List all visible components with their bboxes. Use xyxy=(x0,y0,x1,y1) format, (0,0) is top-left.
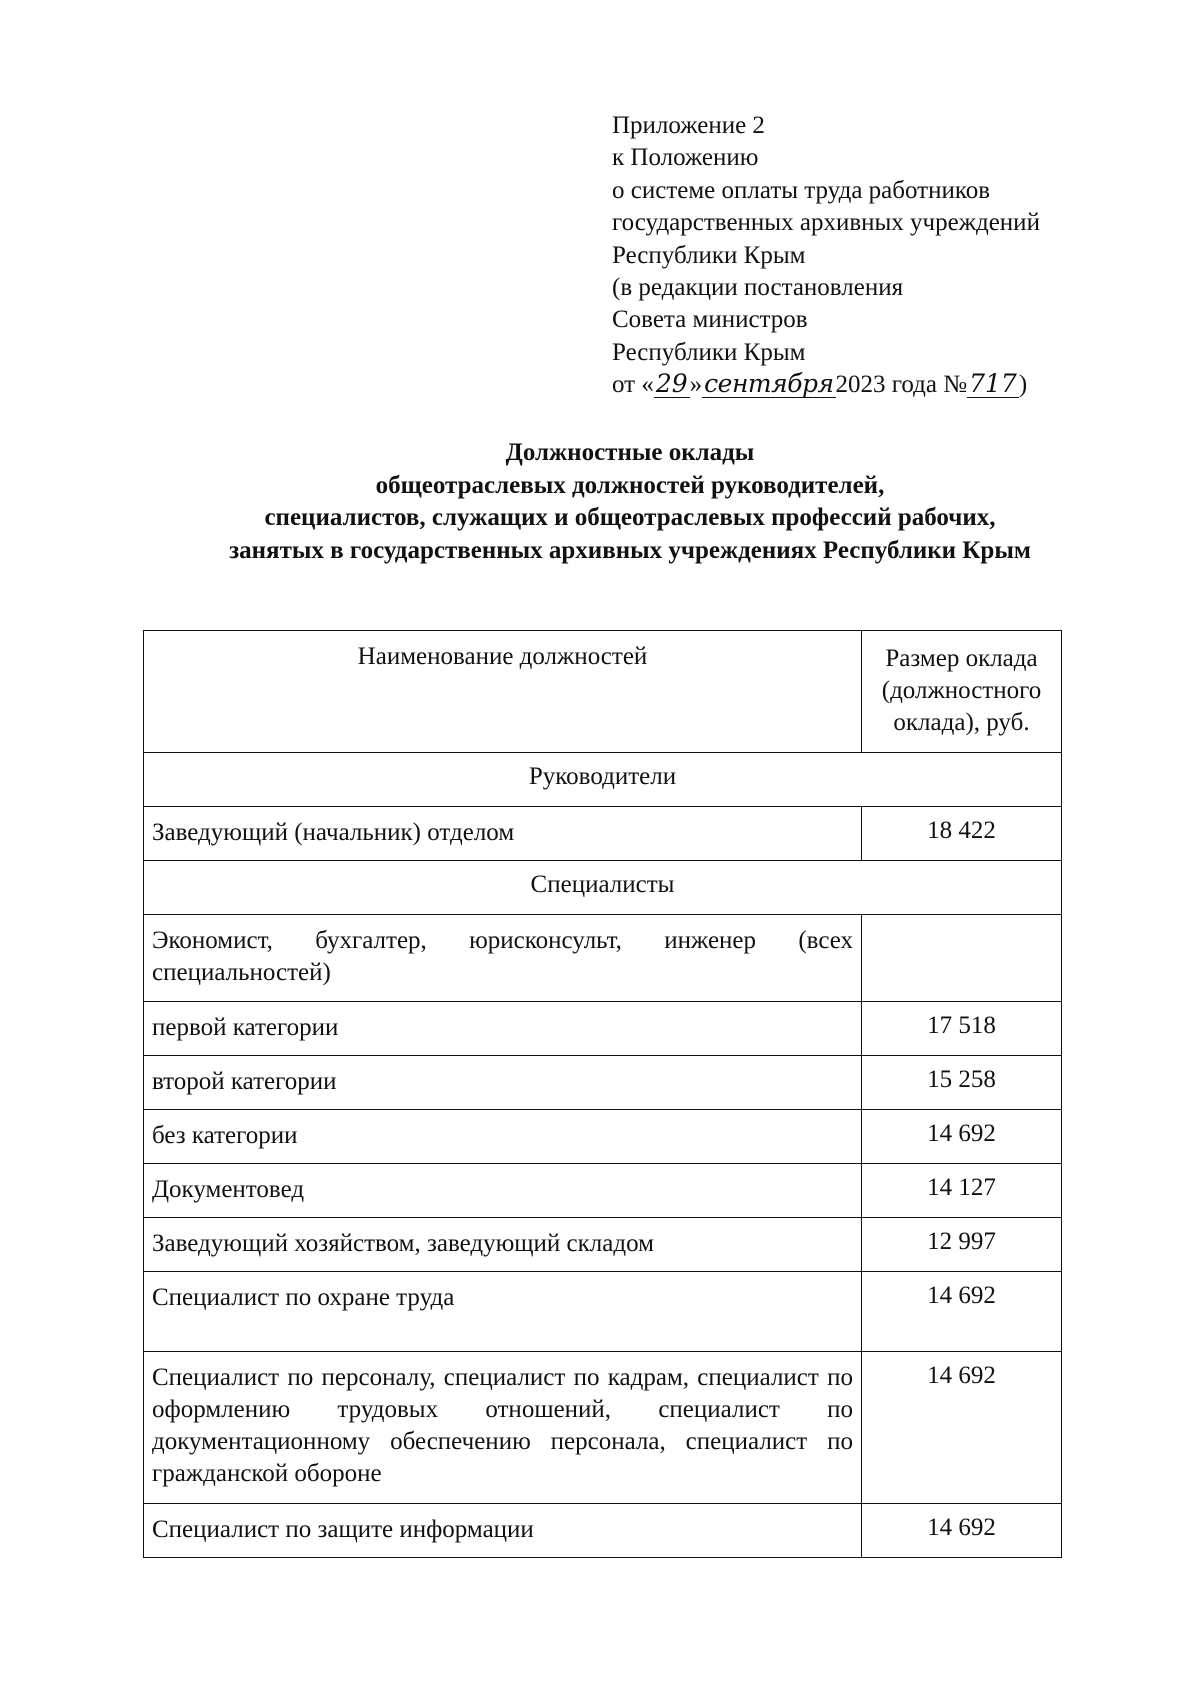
appendix-line: Совета министров xyxy=(612,306,808,334)
table-row xyxy=(144,1056,1062,1110)
column-header-name: Наименование должностей xyxy=(144,631,862,753)
salary-table xyxy=(143,630,1062,1558)
section-specialists: Специалисты xyxy=(144,861,1062,915)
table-row xyxy=(144,1110,1062,1164)
position-name: Заведующий (начальник) отделом xyxy=(144,807,862,861)
appendix-line: (в редакции постановления xyxy=(612,274,904,302)
table-row xyxy=(144,1272,1062,1352)
table-row xyxy=(144,1002,1062,1056)
table-row xyxy=(144,915,1062,1002)
closing-paren: ) xyxy=(1018,371,1028,399)
document-heading xyxy=(60,437,1200,567)
appendix-line: Приложение 2 xyxy=(612,112,765,139)
table-row xyxy=(144,1164,1062,1218)
salary-value: 18 422 xyxy=(862,807,1062,861)
salary-value: 12 997 xyxy=(862,1218,1062,1272)
salary-value: 17 518 xyxy=(862,1002,1062,1056)
heading-line: общеотраслевых должностей руководителей, xyxy=(375,471,885,499)
salary-value xyxy=(862,915,1062,1002)
heading-line: специалистов, служащих и общеотраслевых профессий рабочих, xyxy=(264,504,996,531)
year-text: 2023 года № xyxy=(835,371,968,399)
salary-value: 14 127 xyxy=(862,1164,1062,1218)
table-header-row xyxy=(144,631,1062,753)
appendix-line: о системе оплаты труда работников xyxy=(612,176,991,204)
salary-value: 14 692 xyxy=(862,1352,1062,1504)
position-name: Специалист по охране труда xyxy=(144,1272,862,1352)
section-row xyxy=(144,861,1062,915)
salary-value: 14 692 xyxy=(862,1110,1062,1164)
position-name: Заведующий хозяйством, заведующий складом xyxy=(144,1218,862,1272)
position-name: Специалист по защите информации xyxy=(144,1504,862,1558)
position-name: первой категории xyxy=(144,1002,862,1056)
appendix-line: к Положению xyxy=(612,144,759,172)
section-row xyxy=(144,753,1062,807)
salary-value: 14 692 xyxy=(862,1504,1062,1558)
table-row xyxy=(144,807,1062,861)
salary-value: 15 258 xyxy=(862,1056,1062,1110)
position-name: Документовед xyxy=(144,1164,862,1218)
salary-value: 14 692 xyxy=(862,1272,1062,1352)
position-name: Специалист по персоналу, специалист по кадрам, специалист по оформлению трудовых отношений, специалист по документационному обеспечению персонала, специалист по гражданской обороне xyxy=(144,1352,862,1504)
handwritten-day: 29 xyxy=(655,369,688,399)
position-name: без категории xyxy=(144,1110,862,1164)
appendix-line: Республики Крым xyxy=(612,241,806,269)
column-header-size: Размер оклада (должностного оклада), руб. xyxy=(862,631,1062,753)
appendix-block xyxy=(612,110,1152,402)
position-name: Экономист, бухгалтер, юрисконсульт, инженер (всех специальностей) xyxy=(144,915,862,1002)
quote-close: » xyxy=(689,371,703,399)
table-row xyxy=(144,1218,1062,1272)
handwritten-month: сентября xyxy=(704,369,834,399)
heading-line: Должностные оклады xyxy=(505,439,755,466)
appendix-date-line xyxy=(612,369,1152,401)
section-managers: Руководители xyxy=(144,753,1062,807)
table-row xyxy=(144,1504,1062,1558)
table-row xyxy=(144,1352,1062,1504)
appendix-line: Республики Крым xyxy=(612,338,806,366)
appendix-line: государственных архивных учреждений xyxy=(612,209,1040,237)
date-prefix: от « xyxy=(612,371,654,399)
handwritten-number: 717 xyxy=(969,369,1017,399)
heading-line: занятых в государственных архивных учреждениях Республики Крым xyxy=(229,536,1031,564)
position-name: второй категории xyxy=(144,1056,862,1110)
